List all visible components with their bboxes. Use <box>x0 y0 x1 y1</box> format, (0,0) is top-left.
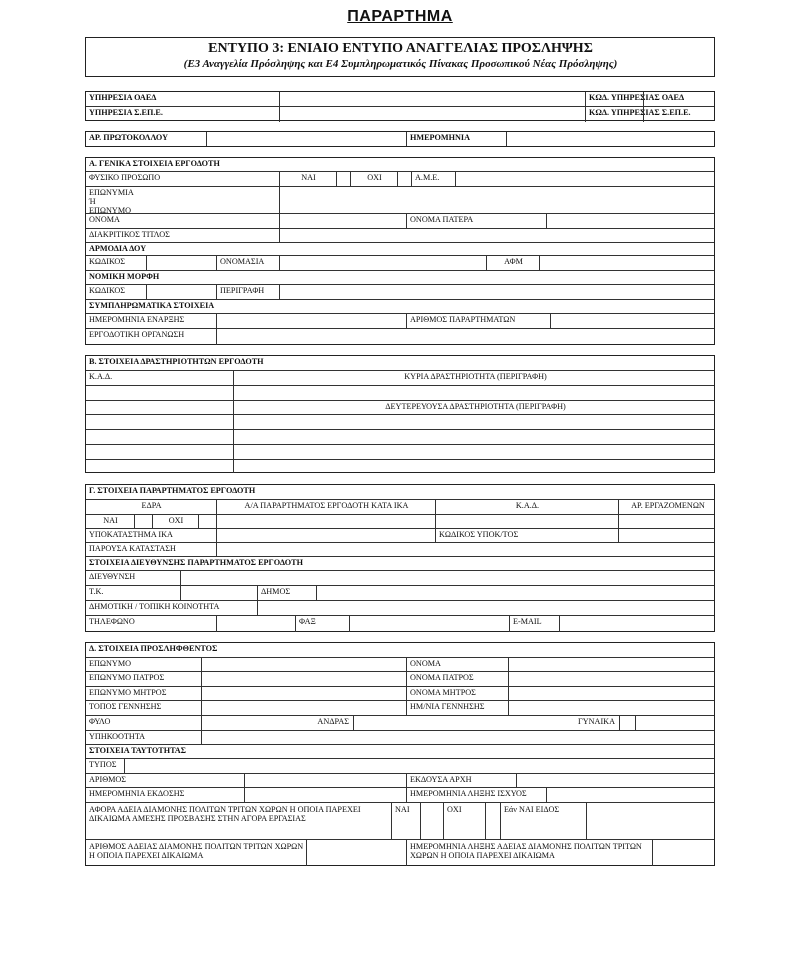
employer-org-label: ΕΡΓΟΔΟΤΙΚΗ ΟΡΓΑΝΩΣΗ <box>89 330 185 339</box>
employees-field[interactable] <box>618 515 716 529</box>
secondary-kad-field-5[interactable] <box>86 460 233 473</box>
father-surname-label: ΕΠΩΝΥΜΟ ΠΑΤΡΟΣ <box>89 673 165 682</box>
father-name-field[interactable] <box>546 214 716 229</box>
tax-office-title-row <box>86 242 714 256</box>
company-name-row <box>86 186 714 214</box>
id-title-row <box>86 744 714 759</box>
ika-branch-field[interactable] <box>216 529 435 543</box>
residence-permit-row <box>86 802 714 840</box>
surname-label: ΕΠΩΝΥΜΟ <box>89 659 132 668</box>
surname-field[interactable] <box>201 658 406 672</box>
secondary-row-2 <box>86 429 714 445</box>
employer-org-field[interactable] <box>216 329 716 345</box>
secondary-header-row <box>86 400 714 415</box>
legal-form-code-field[interactable] <box>146 285 216 300</box>
address-title: ΣΤΟΙΧΕΙΑ ΔΙΕΥΘΥΝΣΗΣ ΠΑΡΑΡΤΗΜΑΤΟΣ ΕΡΓΟΔΟΤΗ <box>89 558 303 567</box>
legal-form-row <box>86 284 714 300</box>
secondary-activity-header: ΔΕΥΤΕΡΕΥΟΥΣΑ ΔΡΑΣΤΗΡΙΟΤΗΤΑ (ΠΕΡΙΓΡΑΦΗ) <box>233 401 716 415</box>
company-name-field[interactable] <box>279 187 716 214</box>
oaed-code-field[interactable] <box>643 92 716 106</box>
issue-date-field[interactable] <box>244 788 406 803</box>
status-row <box>86 542 714 557</box>
id-dates-row <box>86 787 714 803</box>
sepe-code-label: ΚΩΔ. ΥΠΗΡΕΣΙΑΣ Σ.ΕΠ.Ε. <box>585 107 643 122</box>
birthplace-field[interactable] <box>201 701 406 716</box>
legal-form-title: ΝΟΜΙΚΗ ΜΟΡΦΗ <box>89 272 160 281</box>
oaed-label: ΥΠΗΡΕΣΙΑ ΟΑΕΔ <box>89 93 157 102</box>
issuing-authority-label: ΕΚΔΟΥΣΑ ΑΡΧΗ <box>406 774 516 788</box>
municipality-label: ΔΗΜΟΣ <box>257 586 316 601</box>
ika-row <box>86 528 714 543</box>
section-b <box>85 355 715 473</box>
first-name-row <box>86 213 714 229</box>
page-heading: ΠΑΡΑΡΤΗΜΑ <box>347 8 453 25</box>
sub-code-label: ΚΩΔΙΚΟΣ ΥΠΟΚ/ΤΟΣ <box>435 529 618 543</box>
start-date-row <box>86 313 714 329</box>
permit-number-label: ΑΡΙΘΜΟΣ ΑΔΕΙΑΣ ΔΙΑΜΟΝΗΣ ΠΟΛΙΤΩΝ ΤΡΙΤΩΝ ΧΩΡΩΝ Η ΟΠΟΙΑ ΠΑΡΕΧΕΙ ΔΙΚΑΙΩΜΑ <box>89 842 304 861</box>
id-type-field[interactable] <box>124 759 716 774</box>
father-name-label-d: ΟΝΟΜΑ ΠΑΤΡΟΣ <box>406 672 508 687</box>
section-c <box>85 484 715 632</box>
residence-permit-question: ΑΦΟΡΑ ΑΔΕΙΑ ΔΙΑΜΟΝΗΣ ΠΟΛΙΤΩΝ ΤΡΙΤΩΝ ΧΩΡΩΝ Η ΟΠΟΙΑ ΠΑΡΕΧΕΙ ΔΙΚΑΙΩΜΑ ΑΜΕΣΗΣ ΠΡΟΣΒΑΣΗΣ ΣΤΗΝ ΑΓΟΡΑ ΕΡΓΑΣΙΑΣ <box>89 805 361 824</box>
supplementary-title-row <box>86 299 714 314</box>
secondary-kad-field-3[interactable] <box>86 430 233 445</box>
permit-expiry-field[interactable] <box>652 840 716 866</box>
fax-field[interactable] <box>349 616 509 632</box>
mother-surname-field[interactable] <box>201 687 406 701</box>
secondary-row-4 <box>86 459 714 473</box>
tax-office-name-field[interactable] <box>279 256 486 271</box>
branch-no-header: Α/Α ΠΑΡΑΡΤΗΜΑΤΟΣ ΕΡΓΟΔΟΤΗ ΚΑΤΑ ΙΚΑ <box>216 500 435 515</box>
branch-kad-header: Κ.Α.Δ. <box>435 500 618 515</box>
natural-person-yes[interactable]: ΝΑΙ <box>279 172 336 187</box>
seat-no-checkbox[interactable] <box>198 515 216 529</box>
kad-header: Κ.Α.Δ. <box>89 372 113 381</box>
ame-field[interactable] <box>455 172 716 187</box>
seat-yes-checkbox[interactable] <box>134 515 152 529</box>
secondary-kad-field-1[interactable] <box>86 401 233 415</box>
fax-label: ΦΑΞ <box>295 616 349 632</box>
postcode-field[interactable] <box>180 586 257 601</box>
mother-name-field[interactable] <box>508 687 716 701</box>
mother-row <box>86 686 714 701</box>
birthdate-label: ΗΜ/ΝΙΑ ΓΕΝΝΗΣΗΣ <box>406 701 508 716</box>
sepe-label: ΥΠΗΡΕΣΙΑ Σ.ΕΠ.Ε. <box>89 108 163 117</box>
birthdate-field[interactable] <box>508 701 716 716</box>
secondary-kad-field-2[interactable] <box>86 415 233 430</box>
gender-label: ΦΥΛΟ <box>89 717 111 726</box>
main-activity-header: ΚΥΡΙΑ ΔΡΑΣΤΗΡΙΟΤΗΤΑ (ΠΕΡΙΓΡΑΦΗ) <box>233 371 716 386</box>
surname-row <box>86 657 714 672</box>
father-name-label: ΟΝΟΜΑ ΠΑΤΕΡΑ <box>406 214 546 229</box>
service-box <box>85 91 715 121</box>
permit-no-checkbox[interactable] <box>485 803 500 840</box>
tax-office-code-field[interactable] <box>146 256 216 271</box>
expiry-date-label: ΗΜΕΡΟΜΗΝΙΑ ΛΗΞΗΣ ΙΣΧΥΟΣ <box>406 788 546 803</box>
seat-no[interactable]: ΟΧΙ <box>152 515 198 529</box>
sepe-code-field[interactable] <box>643 107 716 122</box>
tax-office-title: ΑΡΜΟΔΙΑ ΔΟΥ <box>89 244 147 253</box>
id-number-row <box>86 773 714 788</box>
gender-filler <box>635 716 716 731</box>
community-row <box>86 600 714 616</box>
secondary-row-1 <box>86 414 714 430</box>
female-label: ΓΥΝΑΙΚΑ <box>577 717 615 726</box>
secondary-kad-field-4[interactable] <box>86 445 233 460</box>
id-title: ΣΤΟΙΧΕΙΑ ΤΑΥΤΟΤΗΤΑΣ <box>89 746 187 755</box>
gender-row <box>86 715 714 731</box>
form-subtitle: (Ε3 Αναγγελία Πρόσληψης και Ε4 Συμπληρωματικός Πίνακας Προσωπικού Νέας Πρόσληψης) <box>183 57 618 70</box>
postcode-row <box>86 585 714 601</box>
expiry-date-field[interactable] <box>546 788 716 803</box>
legal-form-description-field[interactable] <box>279 285 716 300</box>
citizenship-row <box>86 730 714 745</box>
service-row-oaed <box>86 92 714 106</box>
male-checkbox[interactable] <box>353 716 369 731</box>
trade-title-row <box>86 228 714 243</box>
tax-office-code-label: ΚΩΔΙΚΟΣ <box>89 257 126 266</box>
section-a <box>85 157 715 345</box>
sub-code-field[interactable] <box>618 529 716 543</box>
no-checkbox[interactable] <box>397 172 411 187</box>
kad-header-row <box>86 370 714 386</box>
permit-details-row <box>86 839 714 866</box>
section-b-title: Β. ΣΤΟΙΧΕΙΑ ΔΡΑΣΤΗΡΙΟΤΗΤΩΝ ΕΡΓΟΔΟΤΗ <box>89 357 264 366</box>
section-d <box>85 642 715 866</box>
section-b-title-row <box>86 356 714 370</box>
id-type-row <box>86 758 714 774</box>
form-title-box <box>85 37 715 77</box>
postcode-label: Τ.Κ. <box>89 587 104 596</box>
protocol-label: ΑΡ. ΠΡΩΤΟΚΟΛΛΟΥ <box>89 133 168 142</box>
protocol-field[interactable] <box>206 132 406 146</box>
ika-branch-label: ΥΠΟΚΑΤΑΣΤΗΜΑ ΙΚΑ <box>89 530 173 539</box>
if-yes-type-field[interactable] <box>586 803 716 840</box>
section-a-title: Α. ΓΕΝΙΚΑ ΣΤΟΙΧΕΙΑ ΕΡΓΟΔΟΤΗ <box>89 159 220 168</box>
first-name-field[interactable] <box>279 214 406 229</box>
first-name-label: ΟΝΟΜΑ <box>89 215 120 224</box>
branches-count-label: ΑΡΙΘΜΟΣ ΠΑΡΑΡΤΗΜΑΤΩΝ <box>406 314 550 329</box>
section-a-title-row <box>86 158 714 171</box>
section-d-title: Δ. ΣΤΟΙΧΕΙΑ ΠΡΟΣΛΗΦΘΕΝΤΟΣ <box>89 644 218 653</box>
tax-office-name-label: ΟΝΟΜΑΣΙΑ <box>216 256 279 271</box>
status-label: ΠΑΡΟΥΣΑ ΚΑΤΑΣΤΑΣΗ <box>89 544 176 553</box>
legal-form-code-label: ΚΩΔΙΚΟΣ <box>89 286 126 295</box>
main-activity-field[interactable] <box>233 386 716 401</box>
afm-label: ΑΦΜ <box>486 256 539 271</box>
ame-label: Α.Μ.Ε. <box>411 172 455 187</box>
id-type-label: ΤΥΠΟΣ <box>89 760 117 769</box>
tax-office-row <box>86 255 714 271</box>
if-yes-type-label: Εάν ΝΑΙ ΕΙΔΟΣ <box>500 803 586 840</box>
address-field[interactable] <box>180 571 716 586</box>
natural-person-label: ΦΥΣΙΚΟ ΠΡΟΣΩΠΟ <box>89 173 161 182</box>
issue-date-label: ΗΜΕΡΟΜΗΝΙΑ ΕΚΔΟΣΗΣ <box>89 789 185 798</box>
name-label: ΟΝΟΜΑ <box>406 658 508 672</box>
branch-values-row <box>86 514 714 529</box>
community-label: ΔΗΜΟΤΙΚΗ / ΤΟΠΙΚΗ ΚΟΙΝΟΤΗΤΑ <box>89 602 220 611</box>
citizenship-field[interactable] <box>201 731 716 745</box>
seat-yes[interactable]: ΝΑΙ <box>103 516 118 525</box>
supplementary-title: ΣΥΜΠΛΗΡΩΜΑΤΙΚΑ ΣΤΟΙΧΕΙΑ <box>89 301 215 310</box>
status-field[interactable] <box>216 543 716 557</box>
company-name-label: ΕΠΩΝΥΜΙΑ Ή ΕΠΩΝΥΜΟ <box>89 188 134 216</box>
father-name-field-d[interactable] <box>508 672 716 687</box>
address-label: ΔΙΕΥΘΥΝΣΗ <box>89 572 136 581</box>
start-date-field[interactable] <box>216 314 406 329</box>
protocol-date-field[interactable] <box>506 132 716 146</box>
protocol-row <box>86 132 714 146</box>
issuing-authority-field[interactable] <box>516 774 716 788</box>
section-c-title-row <box>86 485 714 499</box>
father-row <box>86 671 714 687</box>
municipality-field[interactable] <box>316 586 716 601</box>
community-field[interactable] <box>257 601 716 616</box>
secondary-activity-field-2[interactable] <box>233 430 716 445</box>
employer-org-row <box>86 328 714 345</box>
natural-person-row <box>86 171 714 187</box>
phone-label: ΤΗΛΕΦΩΝΟ <box>89 617 135 626</box>
legal-form-title-row <box>86 270 714 285</box>
name-field[interactable] <box>508 658 716 672</box>
section-c-title: Γ. ΣΤΟΙΧΕΙΑ ΠΑΡΑΡΤΗΜΑΤΟΣ ΕΡΓΟΔΟΤΗ <box>89 486 256 495</box>
trade-title-label: ΔΙΑΚΡΙΤΙΚΟΣ ΤΙΤΛΟΣ <box>89 230 170 239</box>
citizenship-label: ΥΠΗΚΟΟΤΗΤΑ <box>89 732 146 741</box>
address-title-row <box>86 556 714 571</box>
mother-surname-label: ΕΠΩΝΥΜΟ ΜΗΤΡΟΣ <box>89 688 167 697</box>
sepe-field[interactable] <box>279 107 585 122</box>
natural-person-no[interactable]: ΟΧΙ <box>350 172 397 187</box>
permit-yes-checkbox[interactable] <box>420 803 443 840</box>
main-kad-field[interactable] <box>86 386 233 401</box>
male-label: ΑΝΔΡΑΣ <box>317 717 349 726</box>
permit-no-label[interactable]: ΟΧΙ <box>443 803 485 840</box>
female-checkbox[interactable] <box>619 716 635 731</box>
yes-checkbox[interactable] <box>336 172 350 187</box>
secondary-activity-field-4[interactable] <box>233 460 716 473</box>
seat-header: ΕΔΡΑ <box>141 501 162 510</box>
contact-row <box>86 615 714 632</box>
permit-number-field[interactable] <box>306 840 406 866</box>
branch-header-row <box>86 499 714 515</box>
main-activity-row <box>86 385 714 401</box>
birthplace-label: ΤΟΠΟΣ ΓΕΝΝΗΣΗΣ <box>89 702 162 711</box>
birth-row <box>86 700 714 716</box>
email-field[interactable] <box>559 616 716 632</box>
phone-field[interactable] <box>216 616 295 632</box>
branch-no-field[interactable] <box>216 515 435 529</box>
protocol-box <box>85 131 715 147</box>
id-number-label: ΑΡΙΘΜΟΣ <box>89 775 127 784</box>
branches-count-field[interactable] <box>550 314 716 329</box>
legal-form-description-label: ΠΕΡΙΓΡΑΦΗ <box>216 285 279 300</box>
permit-yes-label[interactable]: ΝΑΙ <box>391 803 420 840</box>
mother-name-label: ΟΝΟΜΑ ΜΗΤΡΟΣ <box>406 687 508 701</box>
protocol-date-label: ΗΜΕΡΟΜΗΝΙΑ <box>406 132 506 146</box>
service-row-sepe <box>86 106 714 122</box>
start-date-label: ΗΜΕΡΟΜΗΝΙΑ ΕΝΑΡΞΗΣ <box>89 315 185 324</box>
secondary-activity-field-1[interactable] <box>233 415 716 430</box>
email-label: E-MAIL <box>509 616 559 632</box>
secondary-activity-field-3[interactable] <box>233 445 716 460</box>
permit-expiry-label: ΗΜΕΡΟΜΗΝΙΑ ΛΗΞΗΣ ΑΔΕΙΑΣ ΔΙΑΜΟΝΗΣ ΠΟΛΙΤΩΝ ΤΡΙΤΩΝ ΧΩΡΩΝ Η ΟΠΟΙΑ ΠΑΡΕΧΕΙ ΔΙΚΑΙΩΜΑ <box>406 840 652 866</box>
employees-header: ΑΡ. ΕΡΓΑΖΟΜΕΝΩΝ <box>618 500 716 515</box>
section-d-title-row <box>86 643 714 657</box>
father-surname-field[interactable] <box>201 672 406 687</box>
form-title <box>86 38 714 78</box>
oaed-field[interactable] <box>279 92 585 106</box>
afm-field[interactable] <box>539 256 716 271</box>
trade-title-field[interactable] <box>279 229 716 243</box>
form-title-text: ΕΝΤΥΠΟ 3: ΕΝΙΑΙΟ ΕΝΤΥΠΟ ΑΝΑΓΓΕΛΙΑΣ ΠΡΟΣΛΗΨΗΣ <box>208 41 593 56</box>
secondary-row-3 <box>86 444 714 460</box>
branch-kad-field[interactable] <box>435 515 618 529</box>
id-number-field[interactable] <box>244 774 406 788</box>
oaed-code-label: ΚΩΔ. ΥΠΗΡΕΣΙΑΣ ΟΑΕΔ <box>585 92 643 106</box>
address-row <box>86 570 714 586</box>
